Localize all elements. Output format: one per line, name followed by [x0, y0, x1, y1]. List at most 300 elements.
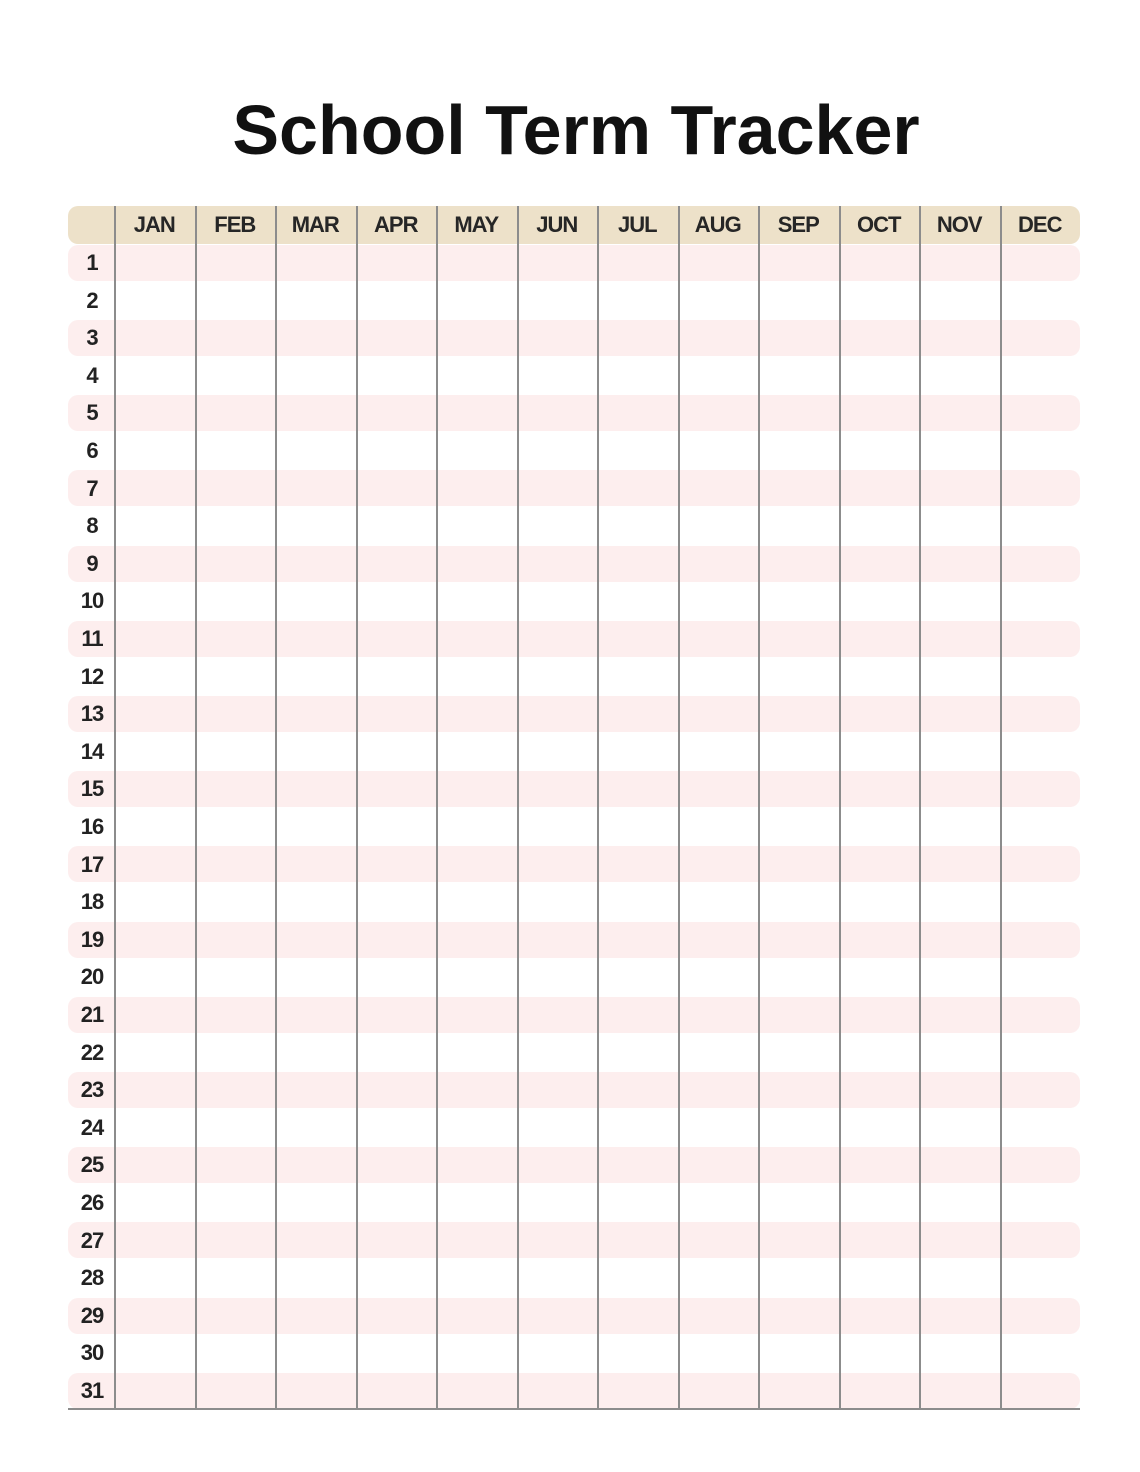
tracker-cell[interactable] — [438, 808, 517, 846]
tracker-cell[interactable] — [519, 1297, 598, 1335]
tracker-cell[interactable] — [680, 507, 759, 545]
tracker-cell[interactable] — [116, 282, 195, 320]
tracker-cell[interactable] — [841, 1184, 920, 1222]
tracker-cell[interactable] — [358, 846, 437, 884]
tracker-cell[interactable] — [438, 582, 517, 620]
tracker-cell[interactable] — [680, 770, 759, 808]
tracker-cell[interactable] — [841, 733, 920, 771]
tracker-cell[interactable] — [116, 921, 195, 959]
tracker-cell[interactable] — [519, 1184, 598, 1222]
tracker-cell[interactable] — [599, 1259, 678, 1297]
tracker-cell[interactable] — [358, 958, 437, 996]
tracker-cell[interactable] — [1002, 808, 1081, 846]
tracker-cell[interactable] — [277, 244, 356, 282]
tracker-cell[interactable] — [116, 1071, 195, 1109]
tracker-cell[interactable] — [680, 1034, 759, 1072]
tracker-cell[interactable] — [599, 1034, 678, 1072]
tracker-cell[interactable] — [599, 1372, 678, 1410]
tracker-cell[interactable] — [599, 1071, 678, 1109]
tracker-cell[interactable] — [1002, 244, 1081, 282]
tracker-cell[interactable] — [116, 1259, 195, 1297]
tracker-cell[interactable] — [760, 883, 839, 921]
tracker-cell[interactable] — [599, 846, 678, 884]
tracker-cell[interactable] — [841, 1372, 920, 1410]
tracker-cell[interactable] — [116, 996, 195, 1034]
tracker-cell[interactable] — [519, 733, 598, 771]
tracker-cell[interactable] — [760, 1109, 839, 1147]
tracker-cell[interactable] — [519, 1071, 598, 1109]
tracker-cell[interactable] — [277, 846, 356, 884]
tracker-cell[interactable] — [358, 921, 437, 959]
tracker-cell[interactable] — [921, 282, 1000, 320]
tracker-cell[interactable] — [197, 883, 276, 921]
tracker-cell[interactable] — [197, 808, 276, 846]
tracker-cell[interactable] — [760, 319, 839, 357]
tracker-cell[interactable] — [599, 394, 678, 432]
tracker-cell[interactable] — [358, 1334, 437, 1372]
tracker-cell[interactable] — [841, 695, 920, 733]
tracker-cell[interactable] — [599, 357, 678, 395]
tracker-cell[interactable] — [519, 432, 598, 470]
tracker-cell[interactable] — [116, 770, 195, 808]
tracker-cell[interactable] — [1002, 996, 1081, 1034]
tracker-cell[interactable] — [116, 394, 195, 432]
tracker-cell[interactable] — [921, 1071, 1000, 1109]
tracker-cell[interactable] — [680, 394, 759, 432]
tracker-cell[interactable] — [277, 1334, 356, 1372]
tracker-cell[interactable] — [197, 958, 276, 996]
tracker-cell[interactable] — [841, 658, 920, 696]
tracker-cell[interactable] — [277, 921, 356, 959]
tracker-cell[interactable] — [921, 1297, 1000, 1335]
tracker-cell[interactable] — [1002, 507, 1081, 545]
tracker-cell[interactable] — [921, 883, 1000, 921]
tracker-cell[interactable] — [680, 620, 759, 658]
tracker-cell[interactable] — [277, 883, 356, 921]
tracker-cell[interactable] — [680, 1222, 759, 1260]
tracker-cell[interactable] — [277, 545, 356, 583]
tracker-cell[interactable] — [116, 883, 195, 921]
tracker-cell[interactable] — [519, 1222, 598, 1260]
tracker-cell[interactable] — [116, 1034, 195, 1072]
tracker-cell[interactable] — [116, 507, 195, 545]
tracker-cell[interactable] — [438, 282, 517, 320]
tracker-cell[interactable] — [438, 921, 517, 959]
tracker-cell[interactable] — [277, 282, 356, 320]
tracker-cell[interactable] — [358, 470, 437, 508]
tracker-cell[interactable] — [1002, 1034, 1081, 1072]
tracker-cell[interactable] — [1002, 695, 1081, 733]
tracker-cell[interactable] — [599, 883, 678, 921]
tracker-cell[interactable] — [680, 1146, 759, 1184]
tracker-cell[interactable] — [841, 883, 920, 921]
tracker-cell[interactable] — [1002, 1109, 1081, 1147]
tracker-cell[interactable] — [358, 545, 437, 583]
tracker-cell[interactable] — [841, 808, 920, 846]
tracker-cell[interactable] — [1002, 1146, 1081, 1184]
tracker-cell[interactable] — [921, 958, 1000, 996]
tracker-cell[interactable] — [760, 808, 839, 846]
tracker-cell[interactable] — [921, 770, 1000, 808]
tracker-cell[interactable] — [841, 357, 920, 395]
tracker-cell[interactable] — [519, 846, 598, 884]
tracker-cell[interactable] — [519, 1034, 598, 1072]
tracker-cell[interactable] — [116, 470, 195, 508]
tracker-cell[interactable] — [358, 658, 437, 696]
tracker-cell[interactable] — [438, 470, 517, 508]
tracker-cell[interactable] — [680, 996, 759, 1034]
tracker-cell[interactable] — [760, 432, 839, 470]
tracker-cell[interactable] — [841, 958, 920, 996]
tracker-cell[interactable] — [197, 507, 276, 545]
tracker-cell[interactable] — [116, 695, 195, 733]
tracker-cell[interactable] — [921, 1222, 1000, 1260]
tracker-cell[interactable] — [1002, 958, 1081, 996]
tracker-cell[interactable] — [921, 733, 1000, 771]
tracker-cell[interactable] — [599, 620, 678, 658]
tracker-cell[interactable] — [1002, 282, 1081, 320]
tracker-cell[interactable] — [841, 1222, 920, 1260]
tracker-cell[interactable] — [519, 394, 598, 432]
tracker-cell[interactable] — [680, 808, 759, 846]
tracker-cell[interactable] — [599, 282, 678, 320]
tracker-cell[interactable] — [841, 1297, 920, 1335]
tracker-cell[interactable] — [841, 1146, 920, 1184]
tracker-cell[interactable] — [1002, 582, 1081, 620]
tracker-cell[interactable] — [197, 1071, 276, 1109]
tracker-cell[interactable] — [680, 1334, 759, 1372]
tracker-cell[interactable] — [921, 1109, 1000, 1147]
tracker-cell[interactable] — [197, 1297, 276, 1335]
tracker-cell[interactable] — [599, 808, 678, 846]
tracker-cell[interactable] — [197, 1146, 276, 1184]
tracker-cell[interactable] — [277, 432, 356, 470]
tracker-cell[interactable] — [519, 244, 598, 282]
tracker-cell[interactable] — [197, 1184, 276, 1222]
tracker-cell[interactable] — [358, 432, 437, 470]
tracker-cell[interactable] — [116, 357, 195, 395]
tracker-cell[interactable] — [277, 394, 356, 432]
tracker-cell[interactable] — [841, 582, 920, 620]
tracker-cell[interactable] — [760, 733, 839, 771]
tracker-cell[interactable] — [841, 470, 920, 508]
tracker-cell[interactable] — [841, 1259, 920, 1297]
tracker-cell[interactable] — [358, 507, 437, 545]
tracker-cell[interactable] — [841, 1071, 920, 1109]
tracker-cell[interactable] — [599, 733, 678, 771]
tracker-cell[interactable] — [760, 996, 839, 1034]
tracker-cell[interactable] — [438, 958, 517, 996]
tracker-cell[interactable] — [519, 1372, 598, 1410]
tracker-cell[interactable] — [438, 695, 517, 733]
tracker-cell[interactable] — [921, 996, 1000, 1034]
tracker-cell[interactable] — [519, 883, 598, 921]
tracker-cell[interactable] — [277, 1071, 356, 1109]
tracker-cell[interactable] — [277, 620, 356, 658]
tracker-cell[interactable] — [197, 1034, 276, 1072]
tracker-cell[interactable] — [277, 1372, 356, 1410]
tracker-cell[interactable] — [358, 1297, 437, 1335]
tracker-cell[interactable] — [760, 770, 839, 808]
tracker-cell[interactable] — [519, 695, 598, 733]
tracker-cell[interactable] — [277, 1109, 356, 1147]
tracker-cell[interactable] — [680, 695, 759, 733]
tracker-cell[interactable] — [277, 1146, 356, 1184]
tracker-cell[interactable] — [760, 1372, 839, 1410]
tracker-cell[interactable] — [197, 846, 276, 884]
tracker-cell[interactable] — [197, 733, 276, 771]
tracker-cell[interactable] — [116, 1184, 195, 1222]
tracker-cell[interactable] — [680, 1071, 759, 1109]
tracker-cell[interactable] — [277, 357, 356, 395]
tracker-cell[interactable] — [519, 958, 598, 996]
tracker-cell[interactable] — [197, 1334, 276, 1372]
tracker-cell[interactable] — [197, 1222, 276, 1260]
tracker-cell[interactable] — [358, 808, 437, 846]
tracker-cell[interactable] — [438, 1222, 517, 1260]
tracker-cell[interactable] — [519, 1109, 598, 1147]
tracker-cell[interactable] — [438, 770, 517, 808]
tracker-cell[interactable] — [1002, 470, 1081, 508]
tracker-cell[interactable] — [599, 921, 678, 959]
tracker-cell[interactable] — [277, 695, 356, 733]
tracker-cell[interactable] — [841, 620, 920, 658]
tracker-cell[interactable] — [680, 282, 759, 320]
tracker-cell[interactable] — [519, 658, 598, 696]
tracker-cell[interactable] — [358, 582, 437, 620]
tracker-cell[interactable] — [116, 733, 195, 771]
tracker-cell[interactable] — [358, 1259, 437, 1297]
tracker-cell[interactable] — [358, 282, 437, 320]
tracker-cell[interactable] — [680, 545, 759, 583]
tracker-cell[interactable] — [116, 1372, 195, 1410]
tracker-cell[interactable] — [680, 357, 759, 395]
tracker-cell[interactable] — [438, 1109, 517, 1147]
tracker-cell[interactable] — [277, 733, 356, 771]
tracker-cell[interactable] — [438, 1184, 517, 1222]
tracker-cell[interactable] — [197, 770, 276, 808]
tracker-cell[interactable] — [921, 319, 1000, 357]
tracker-cell[interactable] — [921, 695, 1000, 733]
tracker-cell[interactable] — [197, 394, 276, 432]
tracker-cell[interactable] — [519, 1334, 598, 1372]
tracker-cell[interactable] — [358, 1372, 437, 1410]
tracker-cell[interactable] — [760, 470, 839, 508]
tracker-cell[interactable] — [277, 1184, 356, 1222]
tracker-cell[interactable] — [841, 244, 920, 282]
tracker-cell[interactable] — [438, 1071, 517, 1109]
tracker-cell[interactable] — [921, 470, 1000, 508]
tracker-cell[interactable] — [197, 1109, 276, 1147]
tracker-cell[interactable] — [277, 770, 356, 808]
tracker-cell[interactable] — [358, 733, 437, 771]
tracker-cell[interactable] — [921, 921, 1000, 959]
tracker-cell[interactable] — [358, 319, 437, 357]
tracker-cell[interactable] — [197, 921, 276, 959]
tracker-cell[interactable] — [519, 808, 598, 846]
tracker-cell[interactable] — [277, 958, 356, 996]
tracker-cell[interactable] — [116, 1222, 195, 1260]
tracker-cell[interactable] — [1002, 1184, 1081, 1222]
tracker-cell[interactable] — [519, 507, 598, 545]
tracker-cell[interactable] — [680, 883, 759, 921]
tracker-cell[interactable] — [116, 1334, 195, 1372]
tracker-cell[interactable] — [599, 1184, 678, 1222]
tracker-cell[interactable] — [438, 244, 517, 282]
tracker-cell[interactable] — [438, 620, 517, 658]
tracker-cell[interactable] — [519, 996, 598, 1034]
tracker-cell[interactable] — [197, 1259, 276, 1297]
tracker-cell[interactable] — [116, 582, 195, 620]
tracker-cell[interactable] — [438, 432, 517, 470]
tracker-cell[interactable] — [438, 545, 517, 583]
tracker-cell[interactable] — [841, 545, 920, 583]
tracker-cell[interactable] — [921, 545, 1000, 583]
tracker-cell[interactable] — [438, 733, 517, 771]
tracker-cell[interactable] — [197, 470, 276, 508]
tracker-cell[interactable] — [197, 1372, 276, 1410]
tracker-cell[interactable] — [197, 620, 276, 658]
tracker-cell[interactable] — [921, 808, 1000, 846]
tracker-cell[interactable] — [760, 620, 839, 658]
tracker-cell[interactable] — [277, 1034, 356, 1072]
tracker-cell[interactable] — [599, 1146, 678, 1184]
tracker-cell[interactable] — [358, 357, 437, 395]
tracker-cell[interactable] — [680, 846, 759, 884]
tracker-cell[interactable] — [277, 996, 356, 1034]
tracker-cell[interactable] — [438, 1297, 517, 1335]
tracker-cell[interactable] — [519, 470, 598, 508]
tracker-cell[interactable] — [760, 1034, 839, 1072]
tracker-cell[interactable] — [438, 1146, 517, 1184]
tracker-cell[interactable] — [116, 1146, 195, 1184]
tracker-cell[interactable] — [760, 658, 839, 696]
tracker-cell[interactable] — [116, 545, 195, 583]
tracker-cell[interactable] — [599, 770, 678, 808]
tracker-cell[interactable] — [921, 658, 1000, 696]
tracker-cell[interactable] — [921, 582, 1000, 620]
tracker-cell[interactable] — [277, 582, 356, 620]
tracker-cell[interactable] — [680, 432, 759, 470]
tracker-cell[interactable] — [921, 1146, 1000, 1184]
tracker-cell[interactable] — [841, 770, 920, 808]
tracker-cell[interactable] — [921, 394, 1000, 432]
tracker-cell[interactable] — [599, 1222, 678, 1260]
tracker-cell[interactable] — [1002, 921, 1081, 959]
tracker-cell[interactable] — [1002, 1334, 1081, 1372]
tracker-cell[interactable] — [599, 958, 678, 996]
tracker-cell[interactable] — [519, 921, 598, 959]
tracker-cell[interactable] — [519, 582, 598, 620]
tracker-cell[interactable] — [519, 1146, 598, 1184]
tracker-cell[interactable] — [1002, 394, 1081, 432]
tracker-cell[interactable] — [921, 620, 1000, 658]
tracker-cell[interactable] — [760, 1297, 839, 1335]
tracker-cell[interactable] — [599, 658, 678, 696]
tracker-cell[interactable] — [358, 394, 437, 432]
tracker-cell[interactable] — [680, 470, 759, 508]
tracker-cell[interactable] — [1002, 1071, 1081, 1109]
tracker-cell[interactable] — [116, 958, 195, 996]
tracker-cell[interactable] — [519, 282, 598, 320]
tracker-cell[interactable] — [921, 357, 1000, 395]
tracker-cell[interactable] — [1002, 770, 1081, 808]
tracker-cell[interactable] — [277, 507, 356, 545]
tracker-cell[interactable] — [438, 996, 517, 1034]
tracker-cell[interactable] — [358, 883, 437, 921]
tracker-cell[interactable] — [760, 1184, 839, 1222]
tracker-cell[interactable] — [197, 319, 276, 357]
tracker-cell[interactable] — [1002, 357, 1081, 395]
tracker-cell[interactable] — [116, 244, 195, 282]
tracker-cell[interactable] — [438, 319, 517, 357]
tracker-cell[interactable] — [358, 620, 437, 658]
tracker-cell[interactable] — [760, 846, 839, 884]
tracker-cell[interactable] — [358, 770, 437, 808]
tracker-cell[interactable] — [438, 1372, 517, 1410]
tracker-cell[interactable] — [1002, 319, 1081, 357]
tracker-cell[interactable] — [760, 1259, 839, 1297]
tracker-cell[interactable] — [680, 958, 759, 996]
tracker-cell[interactable] — [519, 545, 598, 583]
tracker-cell[interactable] — [197, 582, 276, 620]
tracker-cell[interactable] — [358, 1109, 437, 1147]
tracker-cell[interactable] — [760, 1071, 839, 1109]
tracker-cell[interactable] — [116, 1297, 195, 1335]
tracker-cell[interactable] — [599, 996, 678, 1034]
tracker-cell[interactable] — [438, 1259, 517, 1297]
tracker-cell[interactable] — [680, 921, 759, 959]
tracker-cell[interactable] — [277, 1259, 356, 1297]
tracker-cell[interactable] — [760, 958, 839, 996]
tracker-cell[interactable] — [438, 883, 517, 921]
tracker-cell[interactable] — [438, 357, 517, 395]
tracker-cell[interactable] — [680, 1259, 759, 1297]
tracker-cell[interactable] — [358, 996, 437, 1034]
tracker-cell[interactable] — [358, 244, 437, 282]
tracker-cell[interactable] — [921, 432, 1000, 470]
tracker-cell[interactable] — [438, 846, 517, 884]
tracker-cell[interactable] — [116, 846, 195, 884]
tracker-cell[interactable] — [599, 432, 678, 470]
tracker-cell[interactable] — [519, 357, 598, 395]
tracker-cell[interactable] — [358, 1222, 437, 1260]
tracker-cell[interactable] — [519, 1259, 598, 1297]
tracker-cell[interactable] — [1002, 883, 1081, 921]
tracker-cell[interactable] — [116, 808, 195, 846]
tracker-cell[interactable] — [438, 1334, 517, 1372]
tracker-cell[interactable] — [197, 996, 276, 1034]
tracker-cell[interactable] — [921, 1372, 1000, 1410]
tracker-cell[interactable] — [760, 507, 839, 545]
tracker-cell[interactable] — [599, 470, 678, 508]
tracker-cell[interactable] — [599, 1297, 678, 1335]
tracker-cell[interactable] — [1002, 1372, 1081, 1410]
tracker-cell[interactable] — [1002, 1222, 1081, 1260]
tracker-cell[interactable] — [841, 507, 920, 545]
tracker-cell[interactable] — [197, 282, 276, 320]
tracker-cell[interactable] — [680, 319, 759, 357]
tracker-cell[interactable] — [277, 1297, 356, 1335]
tracker-cell[interactable] — [197, 658, 276, 696]
tracker-cell[interactable] — [921, 244, 1000, 282]
tracker-cell[interactable] — [1002, 733, 1081, 771]
tracker-cell[interactable] — [680, 1109, 759, 1147]
tracker-cell[interactable] — [760, 282, 839, 320]
tracker-cell[interactable] — [599, 244, 678, 282]
tracker-cell[interactable] — [438, 1034, 517, 1072]
tracker-cell[interactable] — [841, 846, 920, 884]
